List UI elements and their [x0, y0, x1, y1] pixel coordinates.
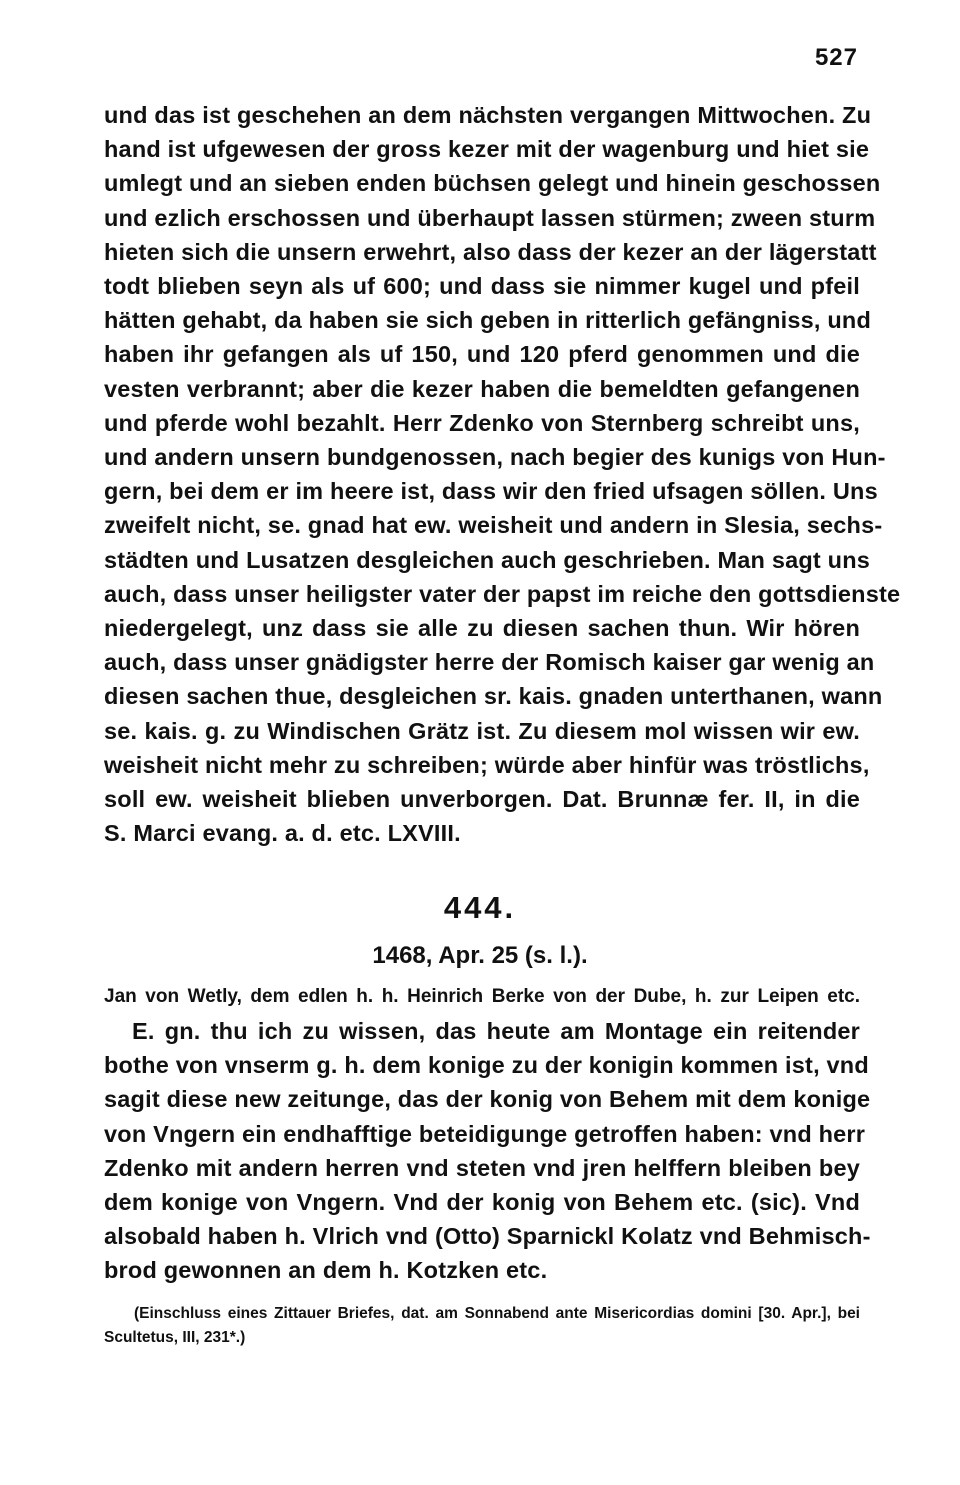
body-line: soll ew. weisheit blieben unverborgen. Dat. Brunnæ fer. II, in die — [104, 786, 860, 813]
body-line: todt blieben seyn als uf 600; und dass sie nimmer kugel und pfeil — [104, 273, 860, 300]
source-note — [104, 1302, 860, 1350]
body-line: hieten sich die unsern erwehrt, also dass der kezer an der lägerstatt — [104, 238, 877, 265]
body-line: auch, dass unser heiligster vater der papst im reiche den gottsdienste — [104, 580, 901, 607]
body-line: niedergelegt, unz dass sie alle zu diesen sachen thun. Wir hören — [104, 615, 860, 642]
body-line: se. kais. g. zu Windischen Grätz ist. Zu diesem mol wissen wir ew. — [104, 717, 860, 744]
body-line: städten und Lusatzen desgleichen auch geschrieben. Man sagt uns — [104, 546, 871, 573]
body-line: zweifelt nicht, se. gnad hat ew. weisheit und andern in Slesia, sechs- — [104, 512, 883, 539]
page-number: 527 — [814, 44, 858, 71]
document-header: Jan von Wetly, dem edlen h. h. Heinrich Berke von der Dube, h. zur Leipen etc. — [104, 986, 860, 1007]
letter-line: E. gn. thu ich zu wissen, das heute am Montage ein reitender — [132, 1018, 860, 1044]
letter-line: alsobald haben h. Vlrich vnd (Otto) Sparnickl Kolatz vnd Behmisch- — [104, 1223, 871, 1250]
letter-line: dem konige von Vngern. Vnd der konig von Behem etc. (sic). Vnd — [104, 1189, 860, 1216]
letter-line: von Vngern ein endhafftige beteidigunge getroffen haben: vnd herr — [104, 1120, 866, 1147]
body-line: hand ist ufgewesen der gross kezer mit der wagenburg und hiet sie — [104, 136, 870, 163]
body-line: weisheit nicht mehr zu schreiben; würde aber hinfür was tröstlichs, — [104, 751, 870, 778]
body-line: umlegt und an sieben enden büchsen gelegt und hinein geschossen — [104, 170, 881, 197]
source-note-line: (Einschluss eines Zittauer Briefes, dat. am Sonnabend ante Misericordias domini [30. Apr.], bei — [134, 1305, 860, 1322]
body-line: hätten gehabt, da haben sie sich geben in ritterlich gefängniss, und — [104, 307, 872, 334]
letter-line: brod gewonnen an dem h. Kotzken etc. — [104, 1257, 548, 1284]
body-line: und ezlich erschossen und überhaupt lassen stürmen; zween sturm — [104, 204, 876, 231]
letter-line: bothe von vnserm g. h. dem konige zu der konigin kommen ist, vnd — [104, 1052, 869, 1079]
body-line: auch, dass unser gnädigster herre der Romisch kaiser gar wenig an — [104, 649, 875, 676]
body-line: gern, bei dem er im heere ist, dass wir den fried ufsagen söllen. Uns — [104, 478, 878, 505]
source-note-line: Scultetus, III, 231*.) — [104, 1329, 246, 1346]
body-line: haben ihr gefangen als uf 150, und 120 pferd genommen und die — [104, 341, 860, 368]
body-text — [104, 98, 901, 850]
body-line: vesten verbrannt; aber die kezer haben die bemeldten gefangenen — [104, 375, 860, 402]
body-line: diesen sachen thue, desgleichen sr. kais. gnaden unterthanen, wann — [104, 683, 883, 710]
body-line: S. Marci evang. a. d. etc. LXVIII. — [104, 820, 461, 847]
letter-text — [104, 1014, 871, 1288]
body-line: und das ist geschehen an dem nächsten vergangen Mittwochen. Zu — [104, 102, 872, 128]
letter-line: sagit diese new zeitunge, das der konig von Behem mit dem konige — [104, 1086, 871, 1113]
document-date: 1468, Apr. 25 (s. l.). — [372, 942, 588, 969]
body-line: und pferde wohl bezahlt. Herr Zdenko von Sternberg schreibt uns, — [104, 409, 860, 436]
letter-line: Zdenko mit andern herren vnd steten vnd jren helffern bleiben bey — [104, 1154, 860, 1181]
document-number: 444. — [443, 890, 517, 925]
body-line: und andern unsern bundgenossen, nach begier des kunigs von Hun- — [104, 444, 886, 471]
